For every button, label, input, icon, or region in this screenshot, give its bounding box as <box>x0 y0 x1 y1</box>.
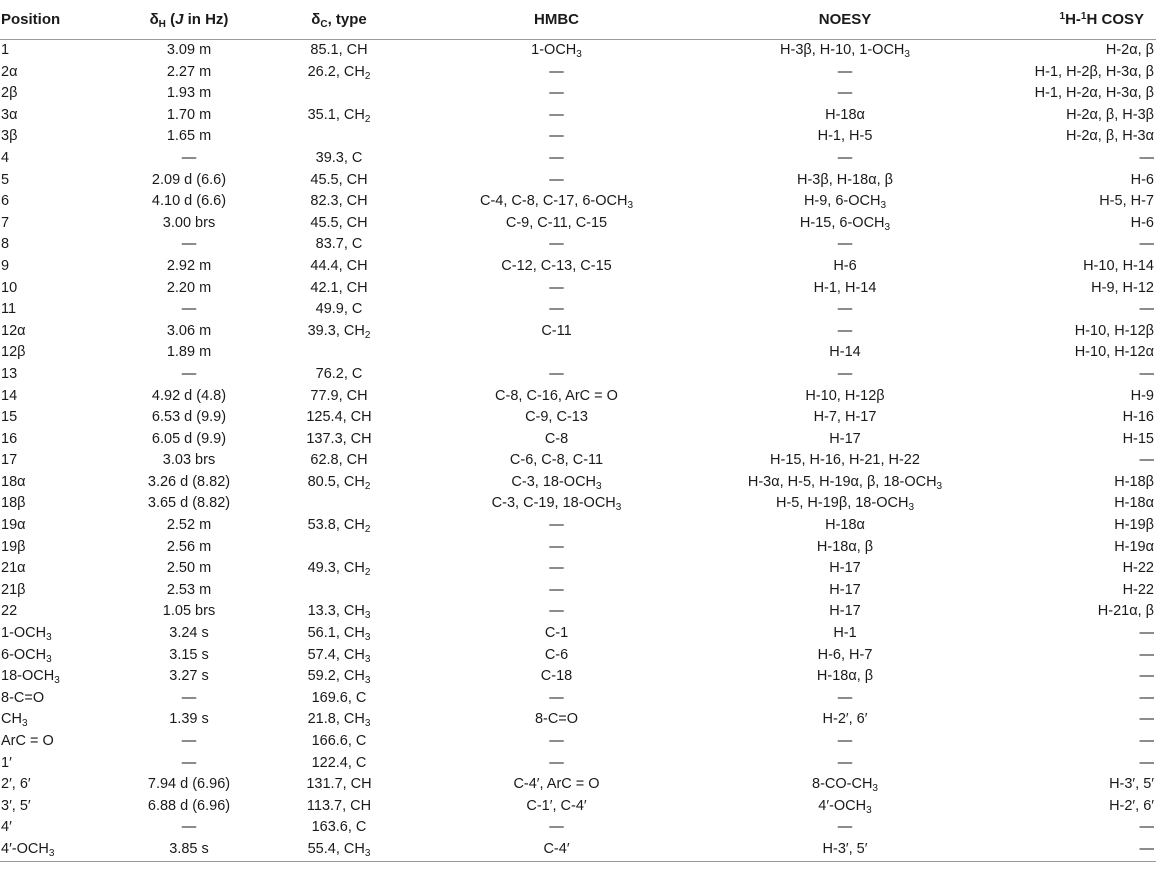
cell-delta-c-type: 131.7, CH <box>306 776 372 793</box>
cell-hmbc: — <box>549 106 564 123</box>
cell-hmbc: — <box>549 128 564 145</box>
cell-hmbc: — <box>549 603 564 620</box>
cell-noesy: — <box>837 689 853 706</box>
cell-hmbc: — <box>549 365 564 382</box>
cell-delta-h: 3.06 m <box>166 322 212 339</box>
cell-noesy: — <box>837 149 853 166</box>
cell-delta-h: 2.50 m <box>166 560 212 577</box>
cell-position: $4'-OCH_3$ <box>0 839 119 861</box>
cell-delta-c-type: 35.1, $CH_2$ <box>307 106 371 125</box>
cell-cosy: — <box>1139 689 1154 706</box>
cell-delta-c-type <box>259 493 419 515</box>
table-body <box>0 40 1156 862</box>
cell-delta-c-type: 76.2, C <box>315 365 363 382</box>
cell-noesy: H-3β, H-10, $1-OCH_3$ <box>780 42 910 60</box>
cell-position: 12α <box>1 322 26 339</box>
table-row <box>0 148 1156 170</box>
cell-delta-h: — <box>181 689 197 706</box>
cell-position: 8-C=O <box>1 689 45 706</box>
cell-hmbc: — <box>549 517 564 534</box>
cell-cosy: — <box>1139 668 1154 685</box>
cell-delta-h: 6.53 d (9.9) <box>151 409 227 426</box>
cell-position: $1-OCH_3$ <box>1 625 52 644</box>
cell-cosy: H-2′, 6′ <box>1109 797 1154 814</box>
table-row <box>0 709 1156 731</box>
cell-hmbc <box>419 342 694 364</box>
table-row <box>0 645 1156 667</box>
cell-cosy: — <box>1139 365 1154 382</box>
cell-cosy: H-15 <box>1122 430 1154 447</box>
cell-noesy: H-3′, 5′ <box>694 839 996 861</box>
cell-cosy: — <box>1139 149 1154 166</box>
cell-cosy: H-19β <box>1114 517 1154 534</box>
table-row <box>0 731 1156 753</box>
cell-position: 2β <box>1 85 18 102</box>
cell-hmbc: — <box>549 819 564 836</box>
cell-cosy: H-16 <box>1122 409 1154 426</box>
table-row <box>0 472 1156 494</box>
table-row <box>0 407 1156 429</box>
cell-position: 14 <box>1 387 18 404</box>
cell-position: 12β <box>1 344 26 361</box>
cell-delta-h: 3.85 s <box>119 839 259 861</box>
cell-hmbc: C-6 <box>544 646 569 663</box>
cell-delta-c-type: 166.6, C <box>311 733 367 749</box>
cell-cosy: H-22 <box>1122 560 1154 577</box>
table-row <box>0 170 1156 192</box>
cell-cosy: H-9 <box>1130 387 1154 404</box>
cell-delta-h: — <box>181 236 197 253</box>
cell-delta-h: 3.09 m <box>166 42 212 58</box>
cell-delta-h: 1.05 brs <box>162 603 216 620</box>
cell-noesy: H-6 <box>833 257 857 274</box>
cell-delta-c-type: 49.3, $CH_2$ <box>307 560 371 579</box>
cell-cosy: H-2α, β, H-3α <box>1066 128 1154 145</box>
table-row <box>0 558 1156 580</box>
cell-noesy: — <box>837 733 853 749</box>
column-header-position: Position <box>0 0 119 40</box>
cell-noesy: H-1, H-14 <box>813 279 877 296</box>
cell-cosy: H-21α, β <box>1097 603 1154 620</box>
cell-position: $CH_3$ <box>1 711 28 730</box>
cell-delta-h: 3.27 s <box>169 668 209 685</box>
table-row <box>0 256 1156 278</box>
cell-position: 8 <box>1 236 10 253</box>
cell-hmbc: C-1 <box>544 625 569 642</box>
column-header-cosy: $^1$H-$^1$H COSY <box>996 0 1156 40</box>
cell-delta-h: 3.24 s <box>169 625 209 642</box>
table-row <box>0 364 1156 386</box>
table-row <box>0 126 1156 148</box>
cell-position: 9 <box>1 257 10 274</box>
cell-hmbc: C-8, C-16, ArC = O <box>495 387 618 404</box>
cell-position: 18β <box>1 495 26 512</box>
cell-delta-c-type: 13.3, $CH_3$ <box>307 603 371 622</box>
cell-position: 6 <box>1 193 10 210</box>
cell-hmbc: C-6, C-8, C-11 <box>509 452 604 469</box>
cell-noesy: H-17 <box>829 581 861 598</box>
cell-position: 21β <box>1 581 26 598</box>
cell-hmbc: C-9, C-11, C-15 <box>505 214 608 231</box>
table-row <box>0 213 1156 235</box>
cell-delta-c-type: 56.1, $CH_3$ <box>307 625 371 644</box>
cell-position: 4′ <box>1 819 12 836</box>
cell-delta-c-type: 80.5, $CH_2$ <box>307 473 371 492</box>
table-row <box>0 83 1156 105</box>
table-header <box>0 0 1156 40</box>
cell-noesy: — <box>837 236 853 253</box>
cell-noesy: H-10, H-12β <box>805 387 885 404</box>
cell-delta-c-type: 45.5, CH <box>310 214 368 231</box>
cell-noesy: $8-CO-CH_3$ <box>812 776 878 795</box>
cell-position: 3′, 5′ <box>1 797 31 814</box>
cell-hmbc: C-4′, ArC = O <box>513 776 600 793</box>
cell-delta-c-type: 39.3, $CH_2$ <box>307 322 371 341</box>
cell-cosy: H-10, H-12β <box>1074 322 1154 339</box>
cell-noesy: H-1, H-5 <box>817 128 873 145</box>
table-row <box>0 429 1156 451</box>
cell-hmbc: — <box>549 733 564 749</box>
cell-hmbc: C-1′, C-4′ <box>526 797 587 814</box>
table-row <box>0 386 1156 408</box>
cell-position: 2α <box>1 63 18 80</box>
cell-position: 22 <box>1 603 18 620</box>
cell-delta-h: 2.56 m <box>166 538 212 555</box>
cell-noesy: H-1 <box>833 625 857 642</box>
cell-delta-c-type: 26.2, $CH_2$ <box>307 63 371 82</box>
cell-delta-h: 1.93 m <box>166 85 212 102</box>
cell-hmbc: — <box>549 85 564 102</box>
cell-position: 2′, 6′ <box>1 776 31 793</box>
cell-noesy: H-14 <box>829 344 861 361</box>
cell-hmbc: C-3, C-19, $18-OCH_3$ <box>491 495 622 514</box>
table-row <box>0 537 1156 559</box>
cell-delta-c-type <box>259 342 419 364</box>
cell-noesy: $4'-OCH_3$ <box>818 797 872 816</box>
cell-noesy: H-2′, 6′ <box>822 711 868 728</box>
cell-delta-h: 2.92 m <box>166 257 212 274</box>
table-row <box>0 839 1156 861</box>
cell-hmbc: — <box>549 149 564 166</box>
cell-cosy: — <box>1139 711 1154 728</box>
table-row <box>0 796 1156 818</box>
cell-position: 13 <box>1 365 18 382</box>
cell-delta-h: 3.00 brs <box>162 214 216 231</box>
table-row <box>0 40 1156 62</box>
cell-cosy: H-10, H-14 <box>1083 257 1154 274</box>
table-row <box>0 666 1156 688</box>
cell-cosy: H-1, H-2β, H-3α, β <box>1034 63 1154 80</box>
cell-cosy: — <box>1139 236 1154 253</box>
cell-delta-c-type: 122.4, C <box>311 754 367 771</box>
cell-position: $18-OCH_3$ <box>1 668 60 687</box>
column-header-delta-c-type: $\delta_C$, type <box>259 0 419 40</box>
cell-delta-h: 2.52 m <box>166 517 212 534</box>
cell-position: 17 <box>1 452 18 469</box>
cell-hmbc: — <box>549 560 564 577</box>
table-row <box>0 62 1156 84</box>
table-row <box>0 580 1156 602</box>
cell-delta-h: — <box>181 365 197 382</box>
cell-delta-c-type: 85.1, CH <box>310 42 368 58</box>
table-row <box>0 493 1156 515</box>
cell-hmbc: — <box>549 754 564 771</box>
cell-delta-c-type: 113.7, CH <box>306 797 372 814</box>
cell-position: 1 <box>1 42 10 58</box>
cell-delta-c-type: 45.5, CH <box>310 171 368 188</box>
cell-noesy: H-18α <box>825 106 865 123</box>
cell-noesy: — <box>837 754 853 771</box>
cell-cosy: H-3′, 5′ <box>1109 776 1154 793</box>
cell-delta-c-type: 169.6, C <box>311 689 367 706</box>
cell-position: 3β <box>1 128 18 145</box>
table-row <box>0 105 1156 127</box>
cell-noesy: H-17 <box>829 430 861 447</box>
cell-hmbc: C-9, C-13 <box>525 409 588 426</box>
cell-delta-h: 7.94 d (6.96) <box>147 776 231 793</box>
cell-noesy: H-3α, H-5, H-19α, β, $18-OCH_3$ <box>747 473 943 492</box>
cell-cosy: H-5, H-7 <box>1099 193 1154 210</box>
table-row <box>0 817 1156 839</box>
table-row <box>0 515 1156 537</box>
cell-delta-h: 4.92 d (4.8) <box>151 387 227 404</box>
cell-delta-h: — <box>181 149 197 166</box>
column-header-hmbc: HMBC <box>419 0 694 40</box>
table-row <box>0 450 1156 472</box>
cell-delta-h: 1.89 m <box>166 344 212 361</box>
cell-position: 1′ <box>1 754 12 771</box>
cell-hmbc: 8-C=O <box>534 711 579 728</box>
cell-delta-h: 2.20 m <box>166 279 212 296</box>
cell-noesy: H-17 <box>829 603 861 620</box>
cell-delta-h: — <box>181 301 197 318</box>
cell-cosy: — <box>1139 646 1154 663</box>
cell-hmbc: — <box>549 171 564 188</box>
cell-noesy: H-3β, H-18α, β <box>797 171 893 188</box>
cell-delta-c-type <box>259 126 419 148</box>
cell-hmbc: — <box>549 301 564 318</box>
cell-noesy: — <box>837 819 853 836</box>
cell-noesy: — <box>837 322 853 339</box>
cell-delta-c-type: 77.9, CH <box>310 387 368 404</box>
cell-hmbc: — <box>549 279 564 296</box>
cell-hmbc: C-18 <box>540 668 573 685</box>
cell-position: $6-OCH_3$ <box>1 646 52 665</box>
cell-delta-h: — <box>181 733 197 749</box>
cell-noesy: — <box>837 85 853 102</box>
cell-cosy: H-18β <box>1114 473 1154 490</box>
cell-delta-h: — <box>181 754 197 771</box>
cell-noesy: H-6, H-7 <box>817 646 873 663</box>
cell-position: 10 <box>1 279 18 296</box>
cell-delta-c-type: 163.6, C <box>311 819 367 836</box>
table-row <box>0 753 1156 775</box>
cell-delta-c-type: 49.9, C <box>315 301 363 318</box>
cell-delta-c-type: 53.8, $CH_2$ <box>307 517 371 536</box>
cell-cosy: H-22 <box>1122 581 1154 598</box>
cell-position: 3α <box>1 106 18 123</box>
cell-hmbc: — <box>549 581 564 598</box>
cell-hmbc: — <box>549 538 564 555</box>
cell-noesy: H-9, $6-OCH_3$ <box>803 193 887 212</box>
cell-delta-h: 1.39 s <box>169 711 209 728</box>
cell-delta-c-type: 42.1, CH <box>310 279 368 296</box>
cell-hmbc: C-11 <box>541 322 572 339</box>
cell-cosy: H-6 <box>1130 171 1154 188</box>
cell-cosy: H-10, H-12α <box>1074 344 1154 361</box>
cell-hmbc: C-3, $18-OCH_3$ <box>511 473 602 492</box>
cell-position: 16 <box>1 430 18 447</box>
cell-delta-h: 2.53 m <box>166 581 212 598</box>
cell-delta-h: 3.15 s <box>169 646 209 663</box>
cell-cosy: — <box>1139 301 1154 318</box>
cell-hmbc: — <box>549 236 564 253</box>
cell-position: 19β <box>1 538 26 555</box>
cell-delta-h: 3.03 brs <box>162 452 216 469</box>
cell-delta-c-type: 137.3, CH <box>306 430 372 447</box>
cell-delta-h: 2.09 d (6.6) <box>151 171 227 188</box>
cell-noesy: — <box>837 63 853 80</box>
table-row <box>0 601 1156 623</box>
cell-delta-h: — <box>181 819 197 836</box>
cell-delta-h: 3.65 d (8.82) <box>147 495 231 512</box>
cell-hmbc: C-8 <box>544 430 569 447</box>
table-row <box>0 234 1156 256</box>
cell-cosy: H-18α <box>1114 495 1154 512</box>
cell-cosy: — <box>1139 625 1154 642</box>
cell-delta-c-type <box>259 537 419 559</box>
cell-noesy: H-15, H-16, H-21, H-22 <box>770 452 920 469</box>
cell-noesy: H-15, $6-OCH_3$ <box>799 214 891 233</box>
cell-delta-h: 1.70 m <box>166 106 212 123</box>
cell-noesy: — <box>837 365 853 382</box>
cell-delta-c-type: 55.4, $CH_3$ <box>259 839 419 861</box>
cell-delta-c-type: 59.2, $CH_3$ <box>307 668 371 687</box>
table-row <box>0 278 1156 300</box>
cell-hmbc: — <box>549 689 564 706</box>
cell-cosy: — <box>1139 819 1154 836</box>
table-row <box>0 342 1156 364</box>
cell-position: 15 <box>1 409 18 426</box>
cell-delta-c-type: 82.3, CH <box>310 193 368 210</box>
table-row <box>0 321 1156 343</box>
cell-cosy: — <box>1139 733 1154 749</box>
cell-hmbc: $1-OCH_3$ <box>531 42 582 60</box>
cell-delta-c-type: 44.4, CH <box>310 257 368 274</box>
cell-cosy: H-2α, β <box>1105 42 1154 58</box>
header-row <box>0 0 1156 40</box>
cell-hmbc: — <box>549 63 564 80</box>
cell-delta-c-type <box>259 83 419 105</box>
cell-noesy: H-17 <box>829 560 861 577</box>
cell-delta-c-type <box>259 580 419 602</box>
cell-position: 4 <box>1 149 10 166</box>
cell-noesy: H-18α, β <box>816 668 874 685</box>
cell-delta-h: 2.27 m <box>166 63 212 80</box>
cell-position: 19α <box>1 517 26 534</box>
cell-cosy: H-1, H-2α, H-3α, β <box>1034 85 1154 102</box>
cell-cosy: — <box>1139 754 1154 771</box>
cell-hmbc: C-12, C-13, C-15 <box>501 257 612 274</box>
cell-position: 21α <box>1 560 26 577</box>
column-header-noesy: NOESY <box>694 0 996 40</box>
table-row <box>0 774 1156 796</box>
cell-delta-h: 4.10 d (6.6) <box>151 193 227 210</box>
cell-noesy: — <box>837 301 853 318</box>
cell-delta-h: 3.26 d (8.82) <box>147 473 231 490</box>
cell-cosy: H-9, H-12 <box>1091 279 1154 296</box>
cell-position: 11 <box>1 301 17 318</box>
cell-delta-c-type: 21.8, $CH_3$ <box>307 711 371 730</box>
table-row <box>0 299 1156 321</box>
cell-delta-h: 6.88 d (6.96) <box>147 797 231 814</box>
cell-delta-c-type: 57.4, $CH_3$ <box>307 646 371 665</box>
cell-position: 5 <box>1 171 10 188</box>
cell-cosy: H-19α <box>1114 538 1154 555</box>
cell-noesy: H-18α <box>825 517 865 534</box>
cell-noesy: H-18α, β <box>816 538 874 555</box>
cell-cosy: — <box>996 839 1156 861</box>
cell-hmbc: C-4′ <box>419 839 694 861</box>
cell-delta-c-type: 83.7, C <box>315 236 363 253</box>
cell-position: ArC = O <box>1 733 54 749</box>
cell-cosy: H-2α, β, H-3β <box>1066 106 1154 123</box>
table-row <box>0 623 1156 645</box>
cell-delta-c-type: 62.8, CH <box>310 452 368 469</box>
cell-noesy: H-5, H-19β, $18-OCH_3$ <box>776 495 914 514</box>
cell-delta-c-type: 39.3, C <box>315 149 363 166</box>
cell-position: 18α <box>1 473 26 490</box>
cell-delta-h: 1.65 m <box>166 128 212 145</box>
cell-cosy: — <box>1139 452 1154 469</box>
cell-cosy: H-6 <box>1130 214 1154 231</box>
cell-noesy: H-7, H-17 <box>813 409 877 426</box>
table-row <box>0 191 1156 213</box>
cell-hmbc: C-4, C-8, C-17, $6-OCH_3$ <box>479 193 633 212</box>
column-header-delta-h: $\delta_H$ (J in Hz) <box>119 0 259 40</box>
cell-delta-c-type: 125.4, CH <box>306 409 372 426</box>
cell-delta-h: 6.05 d (9.9) <box>151 430 227 447</box>
cell-position: 7 <box>1 214 10 231</box>
table-row <box>0 688 1156 710</box>
